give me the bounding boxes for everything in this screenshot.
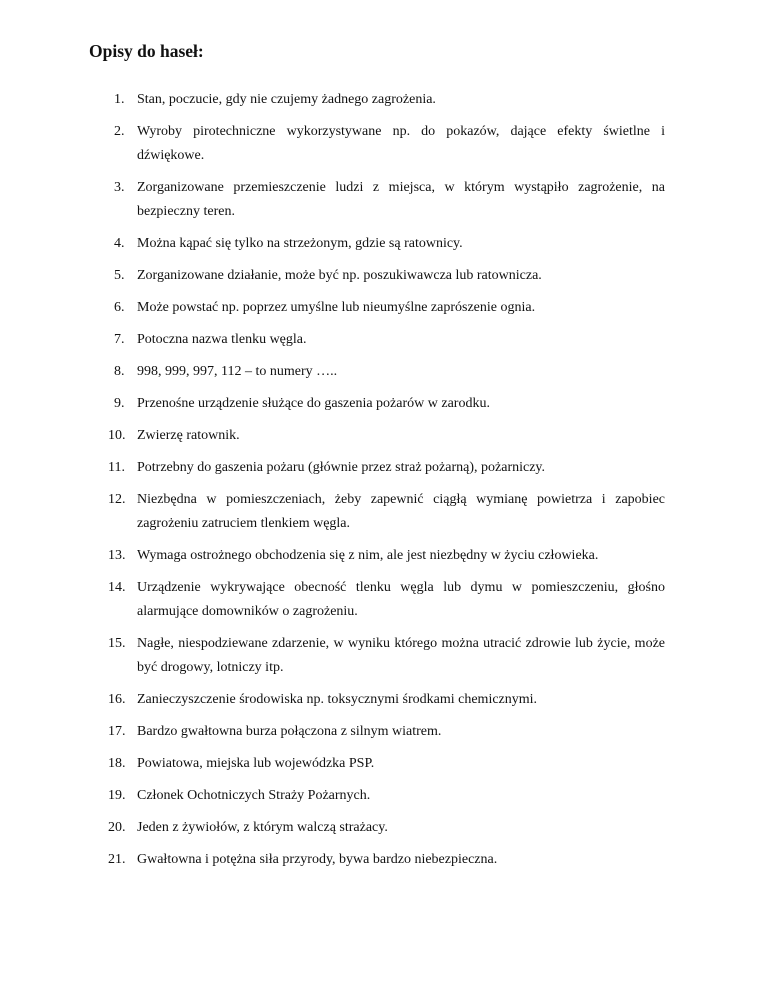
list-item <box>0 328 768 352</box>
item-number: 13. <box>108 548 126 563</box>
item-text: Wymaga ostrożnego obchodzenia się z nim, ale jest niezbędny w życiu człowieka. <box>137 548 599 563</box>
item-text: Bardzo gwałtowna burza połączona z silnym wiatrem. <box>137 724 442 739</box>
list-item <box>0 632 768 680</box>
list-item <box>0 488 768 536</box>
list-item <box>0 360 768 384</box>
item-text: Przenośne urządzenie służące do gaszenia pożarów w zarodku. <box>137 396 490 411</box>
item-number: 19. <box>108 788 126 803</box>
list-item <box>0 848 768 872</box>
item-text: Zwierzę ratownik. <box>137 428 240 443</box>
item-number: 15. <box>108 636 126 651</box>
item-text: Potoczna nazwa tlenku węgla. <box>137 332 307 347</box>
list-item <box>0 296 768 320</box>
list-item <box>0 232 768 256</box>
item-text: Zanieczyszczenie środowiska np. toksycznymi środkami chemicznymi. <box>137 692 538 707</box>
list-item <box>0 688 768 712</box>
list-item <box>0 784 768 808</box>
item-text: 998, 999, 997, 112 – to numery ….. <box>137 364 338 379</box>
item-number: 7. <box>114 332 125 347</box>
item-number: 2. <box>114 124 125 139</box>
item-text: Można kąpać się tylko na strzeżonym, gdzie są ratownicy. <box>137 236 463 251</box>
list-item <box>0 88 768 112</box>
item-number: 11. <box>108 460 125 475</box>
item-number: 4. <box>114 236 125 251</box>
list-item <box>0 544 768 568</box>
item-number: 18. <box>108 756 126 771</box>
item-number: 16. <box>108 692 126 707</box>
item-number: 1. <box>114 92 125 107</box>
item-number: 6. <box>114 300 125 315</box>
list-item <box>0 264 768 288</box>
list-item <box>0 576 768 624</box>
list-item <box>0 752 768 776</box>
list-item <box>0 816 768 840</box>
item-text: Powiatowa, miejska lub wojewódzka PSP. <box>137 756 375 771</box>
item-text: Zorganizowane działanie, może być np. poszukiwawcza lub ratownicza. <box>137 268 542 283</box>
list-item <box>0 424 768 448</box>
item-number: 20. <box>108 820 126 835</box>
item-text: Urządzenie wykrywające obecność tlenku węgla lub dymu w pomieszczeniu, głośno alarmujące domowników o zagrożeniu. <box>137 580 665 619</box>
list-item <box>0 120 768 168</box>
item-text: Stan, poczucie, gdy nie czujemy żadnego zagrożenia. <box>137 92 436 107</box>
item-number: 8. <box>114 364 125 379</box>
list-item <box>0 720 768 744</box>
list-item <box>0 392 768 416</box>
item-number: 3. <box>114 180 125 195</box>
item-number: 14. <box>108 580 126 595</box>
item-text: Potrzebny do gaszenia pożaru (głównie przez straż pożarną), pożarniczy. <box>137 460 546 475</box>
item-number: 17. <box>108 724 126 739</box>
item-number: 10. <box>108 428 126 443</box>
item-text: Gwałtowna i potężna siła przyrody, bywa bardzo niebezpieczna. <box>137 852 498 867</box>
item-number: 5. <box>114 268 125 283</box>
item-number: 21. <box>108 852 126 867</box>
item-text: Niezbędna w pomieszczeniach, żeby zapewnić ciągłą wymianę powietrza i zapobiec zagrożeniu zatruciem tlenkiem węgla. <box>137 492 665 531</box>
item-number: 12. <box>108 492 126 507</box>
page-heading: Opisy do haseł: <box>89 41 204 61</box>
item-text: Może powstać np. poprzez umyślne lub nieumyślne zaprószenie ognia. <box>137 300 536 315</box>
item-text: Wyroby pirotechniczne wykorzystywane np. do pokazów, dające efekty świetlne i dźwiękowe. <box>137 124 665 163</box>
item-text: Członek Ochotniczych Straży Pożarnych. <box>137 788 371 803</box>
item-text: Jeden z żywiołów, z którym walczą strażacy. <box>137 820 388 835</box>
item-number: 9. <box>114 396 125 411</box>
description-list <box>0 88 768 880</box>
item-text: Nagłe, niespodziewane zdarzenie, w wyniku którego można utracić zdrowie lub życie, może być drogowy, lotniczy itp. <box>137 636 665 675</box>
item-text: Zorganizowane przemieszczenie ludzi z miejsca, w którym wystąpiło zagrożenie, na bezpieczny teren. <box>137 180 665 219</box>
list-item <box>0 176 768 224</box>
list-item <box>0 456 768 480</box>
